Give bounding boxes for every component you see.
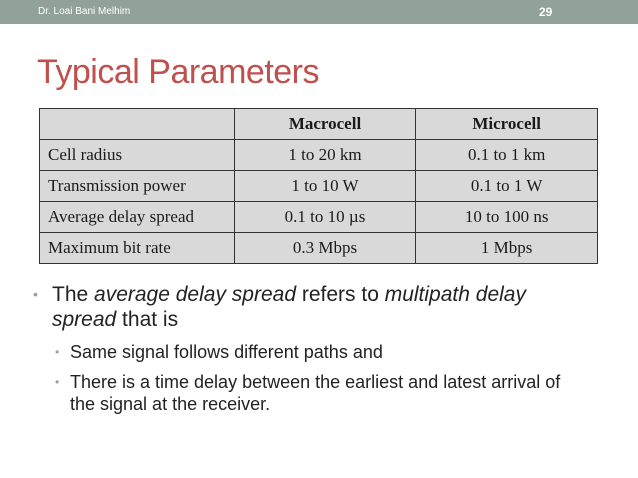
bullet-dot-icon: •	[33, 286, 38, 302]
page-number: 29	[539, 5, 553, 19]
bullet-emphasis: multipath delay spread	[52, 283, 526, 331]
table-cell: 1 to 20 km	[234, 140, 416, 171]
bullet-text: that is	[116, 308, 179, 331]
table-row	[40, 171, 598, 202]
header-cell-macrocell: Macrocell	[234, 109, 416, 140]
table-cell: Cell radius	[40, 140, 235, 171]
top-bar	[0, 0, 638, 24]
bullet-dot-icon: •	[55, 375, 60, 389]
table-cell: Average delay spread	[40, 202, 235, 233]
table-cell: 0.3 Mbps	[234, 233, 416, 264]
bullet-emphasis: average delay spread	[94, 283, 297, 306]
slide-title: Typical Parameters	[37, 53, 319, 91]
table-cell: 0.1 to 1 km	[416, 140, 598, 171]
bullet-dot-icon: •	[55, 345, 60, 359]
table-row	[40, 202, 598, 233]
table-header-row	[40, 109, 598, 140]
table-row	[40, 233, 598, 264]
table-row	[40, 140, 598, 171]
author-name: Dr. Loai Bani Melhim	[38, 6, 131, 17]
bullet-list	[28, 282, 588, 415]
table-cell: 1 Mbps	[416, 233, 598, 264]
sub-bullet-text: Same signal follows different paths and	[70, 342, 383, 362]
parameters-table	[39, 108, 598, 264]
table-cell: 0.1 to 10 µs	[234, 202, 416, 233]
sub-bullet-text: There is a time delay between the earliest and latest arrival of the signal at the receiver.	[70, 372, 561, 414]
header-cell-microcell: Microcell	[416, 109, 598, 140]
bullet-text: refers to	[296, 283, 385, 306]
bullet-text: The	[52, 283, 95, 306]
header-cell-empty	[40, 109, 235, 140]
table-cell: Maximum bit rate	[40, 233, 235, 264]
sub-bullet	[28, 371, 588, 415]
table-cell: Transmission power	[40, 171, 235, 202]
table-cell: 10 to 100 ns	[416, 202, 598, 233]
sub-bullet	[28, 341, 588, 363]
table-cell: 0.1 to 1 W	[416, 171, 598, 202]
table-cell: 1 to 10 W	[234, 171, 416, 202]
bullet-main	[28, 282, 588, 332]
